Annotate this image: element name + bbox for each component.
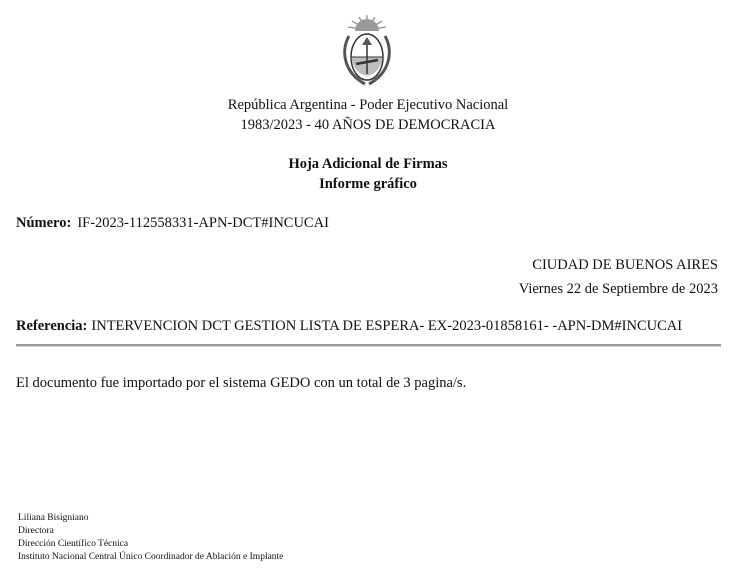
referencia-label: Referencia: <box>16 318 88 334</box>
numero-value: IF-2023-112558331-APN-DCT#INCUCAI <box>77 215 329 231</box>
referencia-value: INTERVENCION DCT GESTION LISTA DE ESPERA- EX-2023-01858161- -APN-DM#INCUCAI <box>91 318 683 334</box>
numero-row <box>16 215 329 232</box>
argentina-coat-of-arms-icon <box>337 12 397 88</box>
document-title: Hoja Adicional de Firmas <box>288 156 448 172</box>
location-city: CIUDAD DE BUENOS AIRES <box>532 257 718 273</box>
header-line-2: 1983/2023 - 40 AÑOS DE DEMOCRACIA <box>240 117 496 133</box>
document-subtitle: Informe gráfico <box>319 176 417 192</box>
signature-institution: Instituto Nacional Central Único Coordinador de Ablación e Implante <box>18 552 284 562</box>
numero-label: Número: <box>16 215 72 231</box>
body-text: El documento fue importado por el sistema GEDO con un total de 3 pagina/s. <box>16 375 467 391</box>
referencia-row <box>16 318 682 335</box>
location-date: Viernes 22 de Septiembre de 2023 <box>518 281 718 297</box>
header-line-1: República Argentina - Poder Ejecutivo Nacional <box>227 97 509 113</box>
divider <box>16 344 721 347</box>
signature-name: Liliana Bisigniano <box>18 513 89 523</box>
signature-block <box>18 512 283 564</box>
signature-department: Dirección Científico Técnica <box>18 539 129 549</box>
signature-role: Directora <box>18 526 54 536</box>
